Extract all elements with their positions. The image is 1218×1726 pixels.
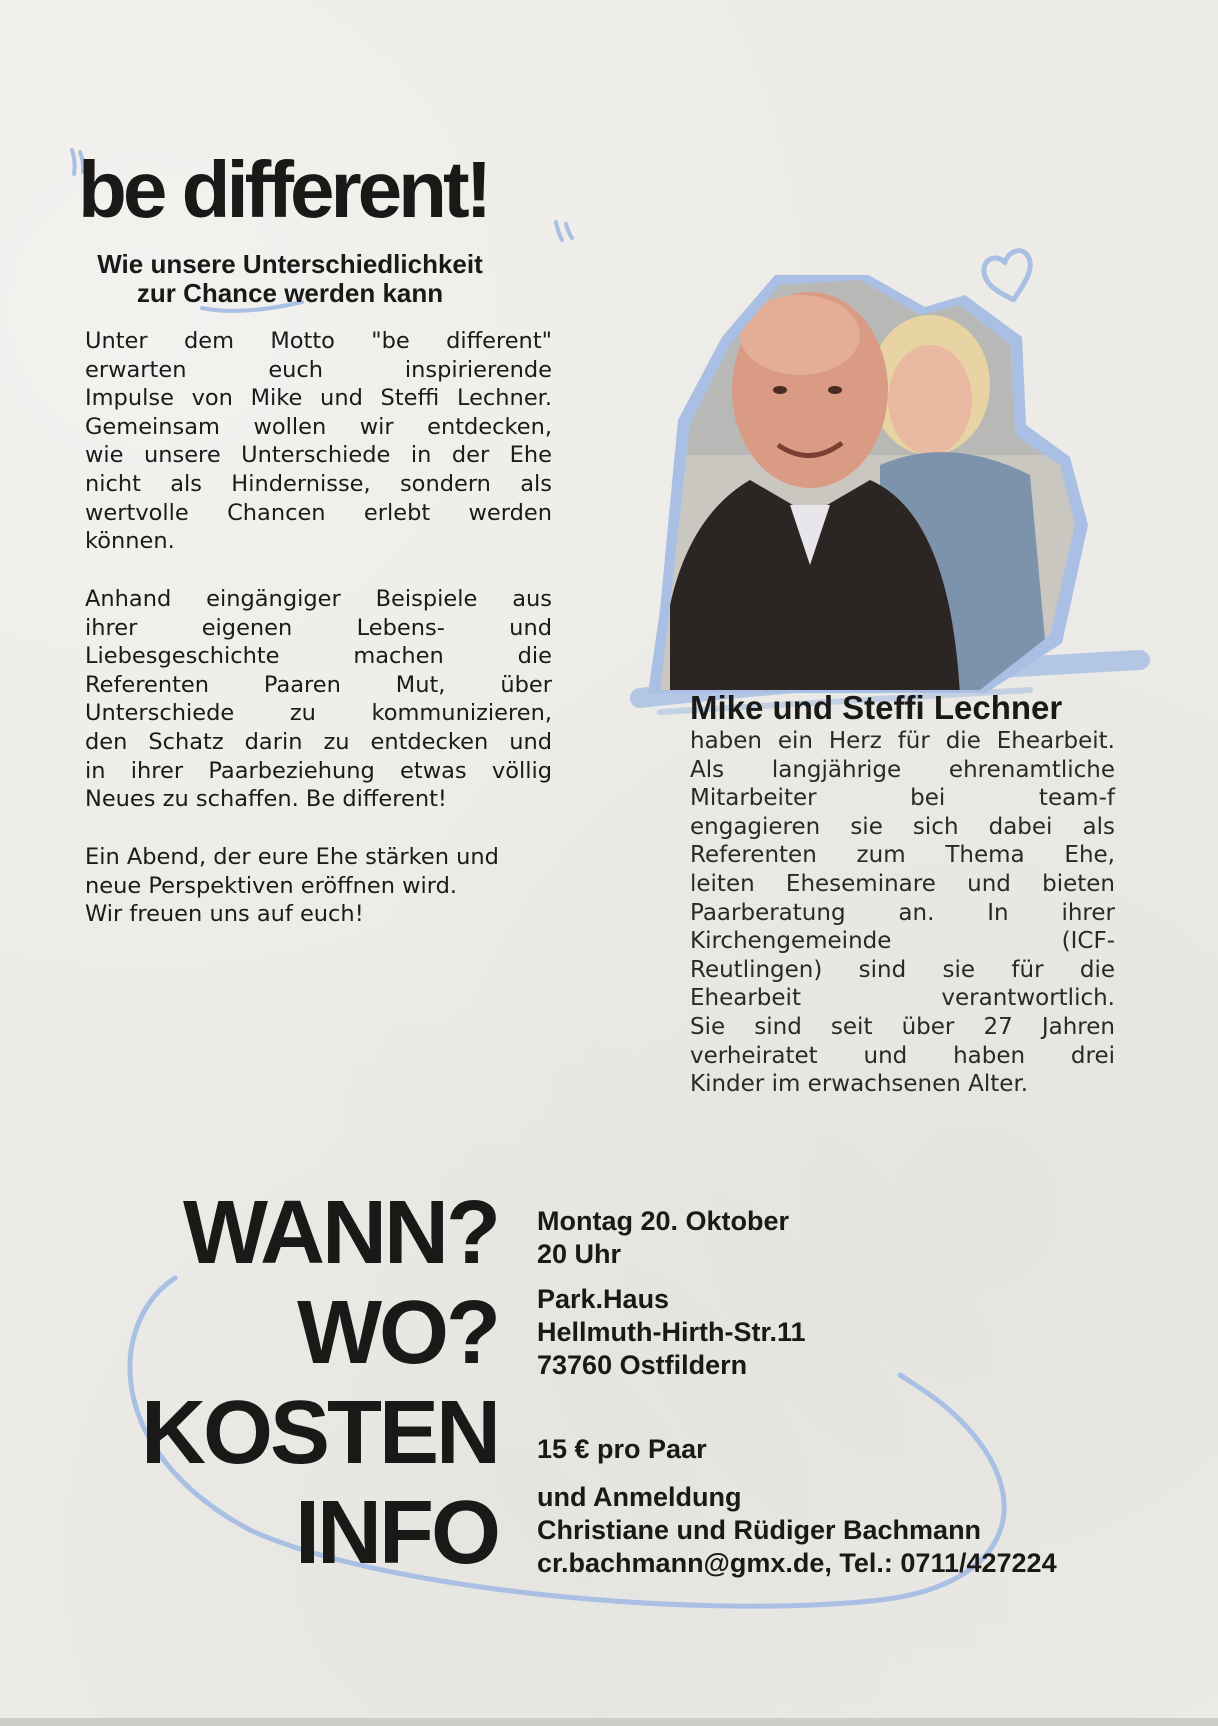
text-line: Unter dem Motto "be different" <box>85 328 552 354</box>
page-bottom-edge <box>0 1718 1218 1726</box>
bio-line: Paarberatung an. In ihrer <box>690 899 1115 926</box>
subtitle-line: Wie unsere Unterschiedlichkeit <box>97 249 483 279</box>
couple-photo-illustration <box>630 275 1090 695</box>
event-time: 20 Uhr <box>537 1239 622 1269</box>
where-label: WO? <box>297 1283 498 1383</box>
text-line: nicht als Hindernisse, sondern als <box>85 470 552 497</box>
bio-line: Kinder im erwachsenen Alter. <box>690 1071 1029 1098</box>
speaker-name: Mike und Steffi Lechner <box>690 689 1063 726</box>
where-details <box>537 1283 806 1382</box>
text-line: neue Perspektiven eröffnen wird. <box>85 872 458 899</box>
price: 15 € pro Paar <box>537 1434 707 1464</box>
bio-line: Ehearbeit verantwortlich. <box>690 985 1115 1012</box>
venue-street: Hellmuth-Hirth-Str.11 <box>537 1317 806 1347</box>
bio-line: Als langjährige ehrenamtliche <box>690 756 1115 783</box>
event-date: Montag 20. Oktober <box>537 1206 790 1236</box>
contact-email-phone: cr.bachmann@gmx.de, Tel.: 0711/427224 <box>537 1548 1057 1578</box>
info-details <box>537 1481 1057 1580</box>
bio-line: Mitarbeiter bei team-f <box>690 785 1115 812</box>
couple-photo <box>630 275 1090 695</box>
cost-details <box>537 1433 707 1466</box>
venue-city: 73760 Ostfildern <box>537 1350 748 1380</box>
registration-label: und Anmeldung <box>537 1482 742 1512</box>
bio-line: verheiratet und haben drei <box>690 1042 1115 1069</box>
contact-names: Christiane und Rüdiger Bachmann <box>537 1515 982 1545</box>
bio-line: leiten Eheseminare und bieten <box>690 870 1115 897</box>
text-line: Wir freuen uns auf euch! <box>85 901 364 928</box>
text-line: Unterschiede zu kommunizieren, <box>85 700 552 727</box>
intro-paragraph-3 <box>85 843 552 929</box>
text-line: Neues zu schaffen. Be different! <box>85 786 447 813</box>
subtitle-line: zur Chance werden kann <box>136 278 444 308</box>
text-line: ihrer eigenen Lebens- und <box>85 614 552 641</box>
intro-paragraph-1 <box>85 327 552 556</box>
bio-line: haben ein Herz für die Ehearbeit. <box>690 728 1115 754</box>
text-line: Liebesgeschichte machen die <box>85 643 552 670</box>
subtitle <box>90 250 490 308</box>
text-line: Gemeinsam wollen wir entdecken, <box>85 413 552 440</box>
cost-label: KOSTEN <box>140 1383 498 1483</box>
speaker-bio <box>690 727 1115 1099</box>
text-line: erwarten euch inspirierende <box>85 356 552 383</box>
info-label: INFO <box>295 1483 498 1583</box>
when-label: WANN? <box>183 1183 498 1283</box>
text-line: wie unsere Unterschiede in der Ehe <box>85 442 552 469</box>
text-line: Referenten Paaren Mut, über <box>85 671 552 698</box>
bio-line: engagieren sie sich dabei als <box>690 813 1115 840</box>
venue-name: Park.Haus <box>537 1284 670 1314</box>
text-line: den Schatz darin zu entdecken und <box>85 728 552 755</box>
bio-line: Kirchengemeinde (ICF- <box>690 928 1115 955</box>
text-line: Impulse von Mike und Steffi Lechner. <box>85 385 552 412</box>
text-line: in ihrer Paarbeziehung etwas völlig <box>85 757 552 784</box>
headline: be different! <box>78 145 489 234</box>
bio-line: Sie sind seit über 27 Jahren <box>690 1013 1115 1040</box>
text-line: Anhand eingängiger Beispiele aus <box>85 586 552 612</box>
when-details <box>537 1205 789 1271</box>
text-line: wertvolle Chancen erlebt werden <box>85 499 552 526</box>
text-line: können. <box>85 528 175 555</box>
bio-line: Reutlingen) sind sie für die <box>690 956 1115 983</box>
intro-paragraph-2 <box>85 585 552 814</box>
text-line: Ein Abend, der eure Ehe stärken und <box>85 844 499 870</box>
bio-line: Referenten zum Thema Ehe, <box>690 842 1115 869</box>
